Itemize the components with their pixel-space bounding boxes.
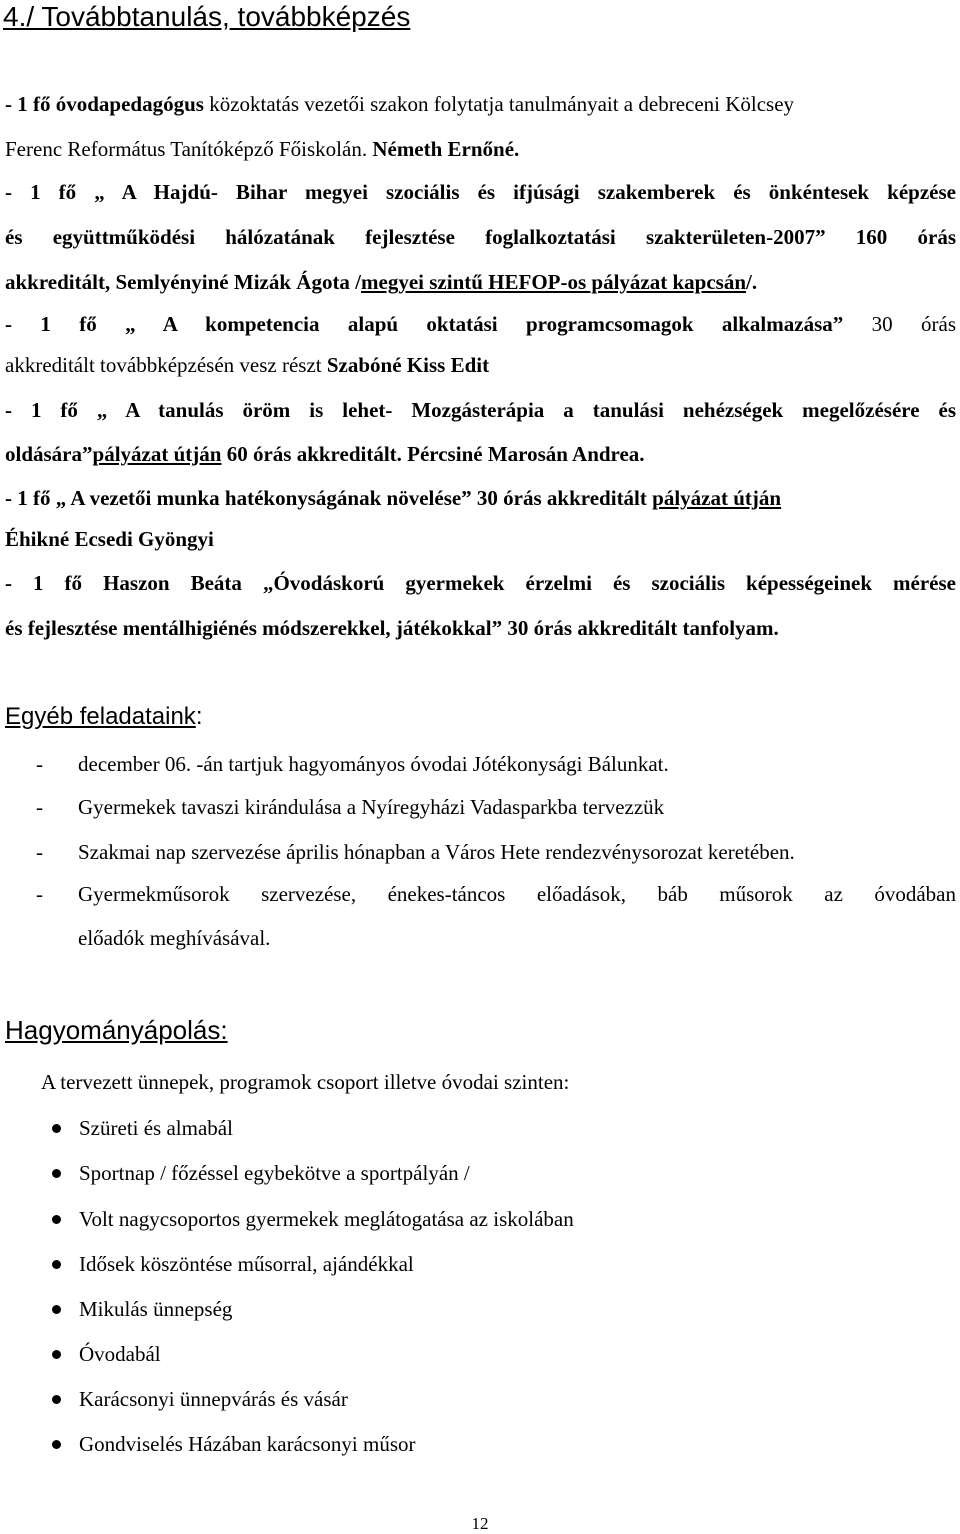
bullet-icon — [52, 1169, 61, 1178]
tradition-item: Idősek köszöntése műsorral, ajándékkal — [79, 1252, 414, 1276]
bullet-icon — [52, 1124, 61, 1133]
training-p1-rest: közoktatás vezetői szakon folytatja tanulmányait a debreceni Kölcsey — [203, 92, 795, 116]
training-p5-grant: pályázat útján — [652, 486, 782, 510]
bullet-icon — [52, 1350, 61, 1359]
training-p2-line3 — [5, 270, 757, 294]
training-p1-line1 — [5, 92, 794, 116]
tradition-item: Sportnap / főzéssel egybekötve a sportpályán / — [79, 1161, 470, 1185]
bullet-icon — [52, 1305, 61, 1314]
training-p5-line2: Éhikné Ecsedi Gyöngyi — [5, 527, 214, 551]
section-title: 4./ Továbbtanulás, továbbképzés — [3, 1, 411, 32]
tradition-intro: A tervezett ünnepek, programok csoport illetve óvodai szinten: — [41, 1070, 570, 1094]
list-dash: - — [36, 882, 43, 906]
training-p2-line2: és együttműködési hálózatának fejlesztése foglalkoztatási szakterületen-2007” 160 órás — [5, 225, 956, 249]
list-dash: - — [36, 752, 43, 776]
training-p4-person: 60 órás akkreditált. Pércsiné Marosán Andrea. — [221, 442, 645, 466]
training-p2-line1: - 1 fő „ A Hajdú- Bihar megyei szociális és ifjúsági szakemberek és önkéntesek képzése — [5, 180, 956, 204]
page-number: 12 — [471, 1514, 489, 1533]
other-task-item: december 06. -án tartjuk hagyományos óvodai Jótékonysági Bálunkat. — [78, 752, 669, 776]
bullet-icon — [52, 1440, 61, 1449]
bullet-icon — [52, 1260, 61, 1269]
bullet-icon — [52, 1215, 61, 1224]
training-p1-school: Ferenc Református Tanítóképző Főiskolán. — [5, 137, 373, 161]
training-p3-line2 — [5, 353, 489, 377]
other-task-item: Szakmai nap szervezése április hónapban a Város Hete rendezvénysorozat keretében. — [78, 840, 795, 864]
tradition-item: Karácsonyi ünnepvárás és vásár — [79, 1387, 348, 1411]
training-p5-line1 — [5, 486, 781, 510]
training-p1-person: Németh Ernőné. — [372, 137, 520, 161]
training-p3-course: - 1 fő „ A kompetencia alapú oktatási programcsomagok alkalmazása” — [5, 312, 844, 336]
training-p3-line1 — [5, 312, 956, 336]
tradition-item: Gondviselés Házában karácsonyi műsor — [79, 1432, 416, 1456]
training-p6-line1: - 1 fő Haszon Beáta „Óvodáskorú gyermekek érzelmi és szociális képességeinek mérése — [5, 571, 956, 595]
bullet-icon — [52, 1395, 61, 1404]
training-p3-text: akkreditált továbbképzésén vesz részt — [5, 353, 327, 377]
other-tasks-heading — [5, 702, 202, 732]
list-dash: - — [36, 840, 43, 864]
tradition-item: Mikulás ünnepség — [79, 1297, 233, 1321]
tradition-item: Óvodabál — [79, 1342, 161, 1366]
other-tasks-heading-colon: : — [195, 703, 203, 730]
other-task-item: Gyermekek tavaszi kirándulása a Nyíregyházi Vadasparkba tervezzük — [78, 795, 665, 819]
training-p6-line2: és fejlesztése mentálhigiénés módszerekkel, játékokkal” 30 órás akkreditált tanfolyam. — [5, 616, 779, 640]
training-p3-hours: 30 órás — [843, 312, 956, 336]
other-task-item: Gyermekműsorok szervezése, énekes-táncos előadások, báb műsorok az óvodában — [78, 882, 956, 906]
other-task-item-continued: előadók meghívásával. — [78, 926, 271, 950]
title-bar — [0, 0, 960, 30]
training-p2-grant: megyei szintű HEFOP-os pályázat kapcsán — [361, 270, 747, 294]
tradition-item: Volt nagycsoportos gyermekek meglátogatása az iskolában — [79, 1207, 574, 1231]
training-p4-line1: - 1 fő „ A tanulás öröm is lehet- Mozgásterápia a tanulási nehézségek megelőzésére és — [5, 398, 956, 422]
training-p4-grant: pályázat útján — [92, 442, 222, 466]
training-p2-end: /. — [746, 270, 758, 294]
list-dash: - — [36, 795, 43, 819]
tradition-item: Szüreti és almabál — [79, 1116, 233, 1140]
training-p5-course: - 1 fő „ A vezetői munka hatékonyságának növelése” 30 órás akkreditált — [5, 486, 653, 510]
training-p3-person: Szabóné Kiss Edit — [326, 353, 490, 377]
training-p4-start: oldására” — [5, 442, 93, 466]
training-p4-line2 — [5, 442, 645, 466]
training-p2-person: akkreditált, Semlyényiné Mizák Ágota / — [5, 270, 362, 294]
tradition-heading: Hagyományápolás: — [5, 1015, 228, 1045]
other-tasks-heading-text: Egyéb feladataink — [5, 703, 196, 730]
training-p1-line2 — [5, 137, 519, 161]
training-p1-lead: - 1 fő óvodapedagógus — [5, 92, 204, 116]
